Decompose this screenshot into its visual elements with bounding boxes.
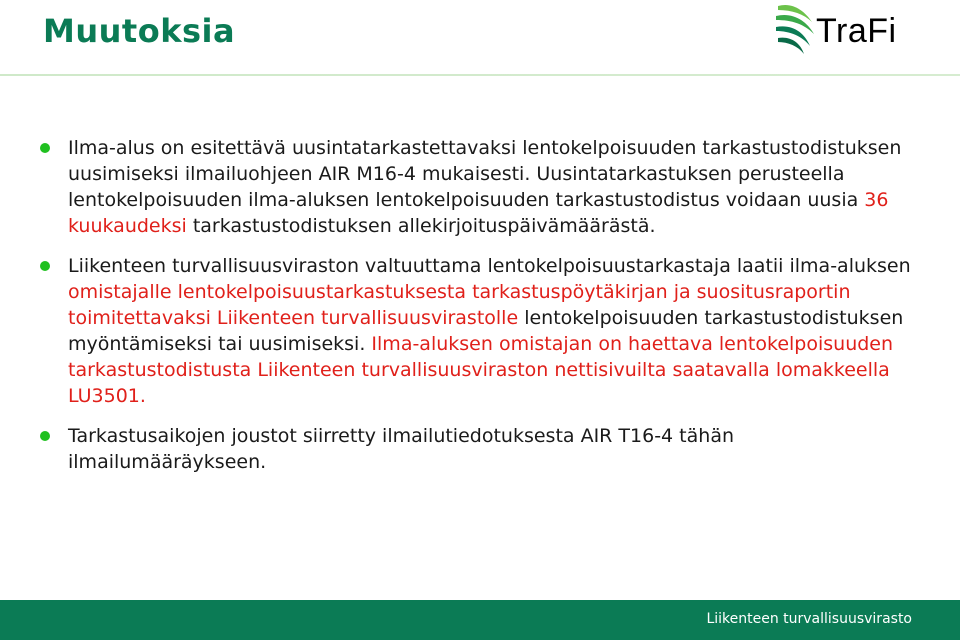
bullet-list (40, 135, 920, 475)
highlighted-text: Ilma-aluksen omistajan on haettava lentokelpoisuuden tarkastustodistusta Liikenteen turvallisuusviraston nettisivuilta saatavalla lomakkeella LU3501. (68, 333, 894, 407)
bullet-text: lentokelpoisuuden tarkastustodistuksen myöntämiseksi tai uusimiseksi. (68, 307, 904, 355)
footer-bar (0, 600, 960, 640)
footer-agency-name: Liikenteen turvallisuusvirasto (706, 611, 912, 627)
bullet-item (40, 253, 920, 409)
header-divider (0, 74, 960, 76)
bullet-text: Liikenteen turvallisuusviraston valtuuttama lentokelpoisuustarkastaja laatii ilma-aluksen (68, 255, 911, 277)
bullet-text: Tarkastusaikojen joustot siirretty ilmailutiedotuksesta AIR T16-4 tähän ilmailumääräykseen. (68, 425, 735, 473)
bullet-dot-icon (40, 431, 50, 441)
bullet-dot-icon (40, 143, 50, 153)
bullet-dot-icon (40, 261, 50, 271)
bullet-text: Ilma-alus on esitettävä uusintatarkastettavaksi lentokelpoisuuden tarkastustodistuksen uusimiseksi ilmailuohjeen AIR M16-4 mukaisesti. Uusintatarkastuksen perusteella lentokelpoisuuden ilma-aluksen lentokelpoisuuden tarkastustodistus voidaan uusia (68, 137, 902, 211)
highlighted-text: 36 kuukaudeksi (68, 189, 889, 237)
bullet-text: tarkastustodistuksen allekirjoituspäivämäärästä. (186, 215, 656, 237)
bullet-item (40, 135, 920, 239)
trafi-logo-text: TraFi (816, 12, 897, 50)
slide-title: Muutoksia (43, 12, 236, 50)
bullet-item (40, 423, 920, 475)
highlighted-text: omistajalle lentokelpoisuustarkastuksesta tarkastuspöytäkirjan ja suositusraportin toimitettavaksi Liikenteen turvallisuusvirastolle (68, 281, 851, 329)
